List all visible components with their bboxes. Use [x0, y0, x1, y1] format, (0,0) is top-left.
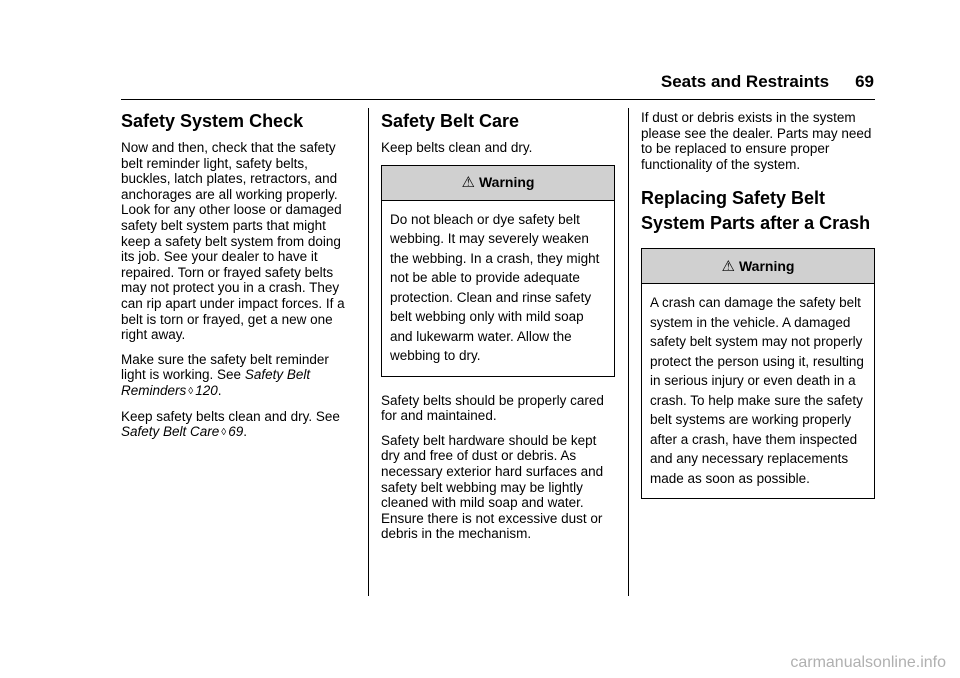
page-header [661, 72, 874, 92]
page-reference-icon: ◊ [188, 385, 194, 397]
page-reference-icon: ◊ [221, 427, 227, 439]
warning-header [642, 249, 874, 284]
column-2 [381, 110, 615, 551]
warning-triangle-icon: ⚠ [461, 173, 475, 191]
section-title: Seats and Restraints [660, 72, 830, 91]
paragraph: Keep safety belts clean and dry. See Safety Belt Care ◊ 69. [121, 408, 340, 440]
column-1 [121, 110, 357, 450]
warning-box [641, 248, 875, 499]
section-heading-safety-belt-care: Safety Belt Care [381, 111, 520, 131]
warning-title: Warning [478, 173, 535, 190]
paragraph-text: Make sure the safety belt reminder light is working. See [121, 351, 329, 383]
warning-triangle-icon: ⚠ [721, 257, 735, 275]
paragraph: Safety belts should be properly cared for and maintained. [381, 392, 604, 424]
cross-reference-link[interactable]: Safety Belt Reminders [121, 367, 311, 398]
paragraph: Now and then, check that the safety belt reminder light, safety belts, buckles, latch plates, retractors, and anchorages are all working properly. Look for any other loose or damaged safety belt system parts that might keep a safety belt system from doing its job. See your dealer to have it repaired. Torn or frayed safety belts may not protect you in a crash. They can rip apart under impact forces. If a belt is torn or frayed, get a new one right away. [121, 140, 345, 343]
warning-body: Do not bleach or dye safety belt webbing. It may severely weaken the webbing. In a crash, they might not be able to provide adequate protection. Clean and rinse safety belt webbing only with mild soap and lukewarm water. Allow the webbing to dry. [390, 211, 600, 364]
cross-reference-link[interactable]: Safety Belt Care [121, 424, 220, 440]
section-heading-replacing-parts: Replacing Safety Belt System Parts after a Crash [641, 188, 871, 234]
column-3 [641, 110, 875, 515]
warning-box [381, 165, 615, 377]
warning-header [382, 166, 614, 201]
paragraph: Make sure the safety belt reminder light is working. See Safety Belt Reminders ◊ 120. [121, 351, 329, 398]
paragraph: If dust or debris exists in the system please see the dealer. Parts may need to be replaced to ensure proper functionality of the system. [641, 110, 872, 172]
page-number: 69 [855, 72, 874, 91]
cross-reference-page[interactable]: 69 [228, 424, 244, 440]
warning-title: Warning [738, 257, 795, 274]
warning-body: A crash can damage the safety belt system in the vehicle. A damaged safety belt system may not properly protect the person using it, resulting in serious injury or even death in a crash. To help make sure the safety belt systems are working properly after a crash, have them inspected and any necessary replacements made as soon as possible. [650, 295, 864, 486]
watermark: carmanualsonline.info [790, 654, 946, 671]
column-divider [628, 108, 629, 596]
header-rule [121, 99, 875, 100]
column-divider [368, 108, 369, 596]
paragraph-text: Keep safety belts clean and dry. See [121, 408, 340, 424]
paragraph: Safety belt hardware should be kept dry and free of dust or debris. As necessary exterior hard surfaces and safety belt webbing may be lightly cleaned with mild soap and water. Ensure there is not excessive dust or debris in the mechanism. [381, 432, 604, 542]
cross-reference-page[interactable]: 120 [195, 382, 218, 398]
section-heading-safety-system-check: Safety System Check [121, 111, 304, 131]
paragraph: Keep belts clean and dry. [381, 140, 533, 155]
